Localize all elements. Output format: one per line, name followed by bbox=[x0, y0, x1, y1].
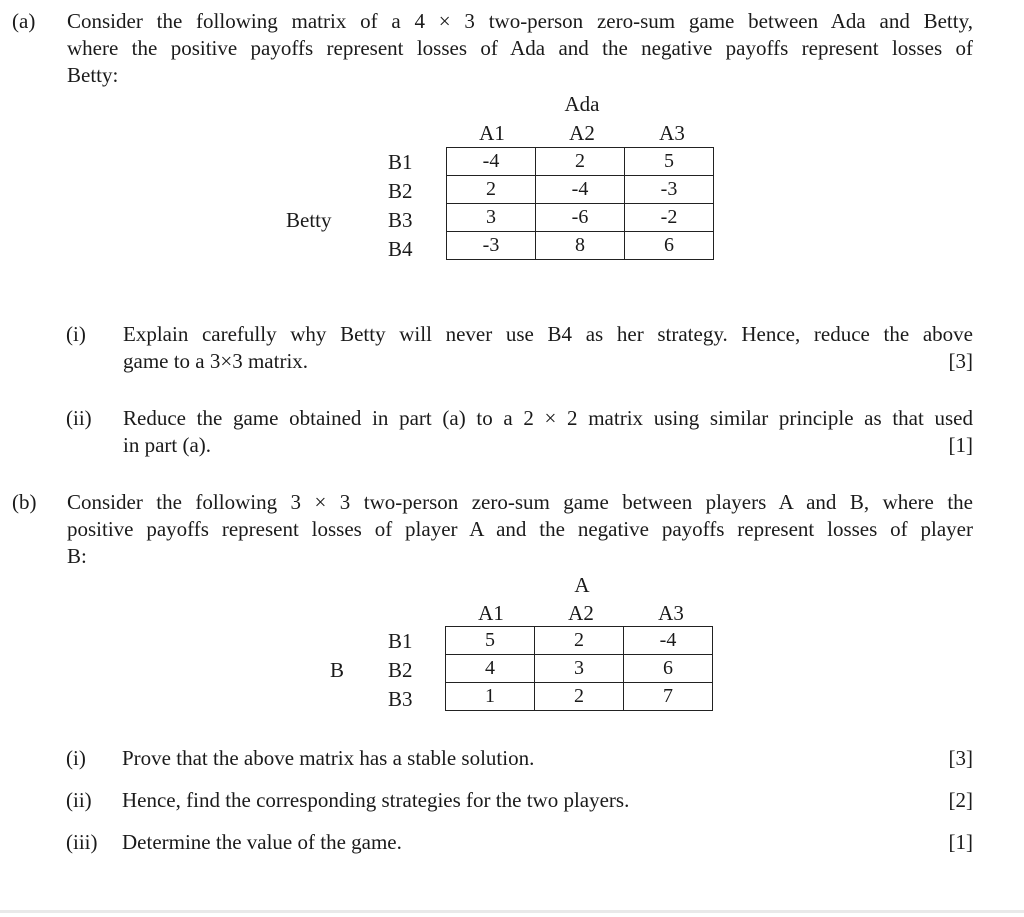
matrix-cell: 7 bbox=[624, 683, 713, 711]
part-b-col-header-a2: A2 bbox=[568, 601, 594, 625]
part-a-question-i-line-2: game to a 3×3 matrix. bbox=[123, 349, 309, 373]
matrix-cell: 1 bbox=[446, 683, 535, 711]
table-row bbox=[446, 627, 713, 655]
part-a-question-ii-line-2: in part (a). bbox=[123, 433, 212, 457]
part-b-intro-line-1: Consider the following 3 × 3 two-person zero-sum game between players A and B, where the bbox=[67, 490, 973, 514]
table-row bbox=[446, 683, 713, 711]
matrix-cell: 3 bbox=[447, 204, 536, 232]
table-row bbox=[447, 148, 714, 176]
part-a-col-header-a1: A1 bbox=[479, 121, 505, 145]
part-a-intro-line-3: Betty: bbox=[67, 63, 119, 87]
matrix-cell: 3 bbox=[535, 655, 624, 683]
matrix-cell: -6 bbox=[536, 204, 625, 232]
part-b-col-header-a3: A3 bbox=[658, 601, 684, 625]
table-row bbox=[447, 204, 714, 232]
table-row bbox=[446, 655, 713, 683]
matrix-cell: 2 bbox=[536, 148, 625, 176]
part-a-question-ii-label: (ii) bbox=[66, 406, 92, 430]
part-b-intro-line-2: positive payoffs represent losses of player A and the negative payoffs represent losses of player bbox=[67, 517, 973, 541]
part-b-label: (b) bbox=[12, 490, 37, 514]
matrix-cell: 2 bbox=[535, 627, 624, 655]
matrix-cell: -4 bbox=[536, 176, 625, 204]
part-a-intro-line-2: where the positive payoffs represent losses of Ada and the negative payoffs represent losses of bbox=[67, 36, 973, 60]
part-a-col-header-a2: A2 bbox=[569, 121, 595, 145]
matrix-cell: -4 bbox=[447, 148, 536, 176]
part-b-question-ii-label: (ii) bbox=[66, 788, 92, 812]
part-b-intro-line-3: B: bbox=[67, 544, 87, 568]
matrix-cell: 5 bbox=[625, 148, 714, 176]
matrix-cell: -4 bbox=[624, 627, 713, 655]
part-a-question-i-label: (i) bbox=[66, 322, 86, 346]
part-a-question-i-marks: [3] bbox=[948, 349, 973, 373]
table-row bbox=[447, 232, 714, 260]
matrix-cell: 6 bbox=[624, 655, 713, 683]
page-bottom-divider bbox=[0, 910, 1024, 913]
part-a-row-header-b2: B2 bbox=[388, 179, 413, 203]
matrix-cell: -3 bbox=[447, 232, 536, 260]
matrix-cell: -3 bbox=[625, 176, 714, 204]
part-a-intro-line-1: Consider the following matrix of a 4 × 3 two-person zero-sum game between Ada and Betty, bbox=[67, 9, 973, 33]
part-b-question-i-text: Prove that the above matrix has a stable solution. bbox=[122, 746, 535, 770]
matrix-cell: 2 bbox=[447, 176, 536, 204]
part-b-col-header-a1: A1 bbox=[478, 601, 504, 625]
part-a-payoff-matrix bbox=[446, 147, 714, 260]
part-b-question-ii-text: Hence, find the corresponding strategies for the two players. bbox=[122, 788, 630, 812]
part-a-question-ii-marks: [1] bbox=[948, 433, 973, 457]
part-a-row-header-b3: B3 bbox=[388, 208, 413, 232]
part-a-column-player: Ada bbox=[564, 92, 600, 116]
part-b-row-header-b2: B2 bbox=[388, 658, 413, 682]
part-a-label: (a) bbox=[12, 9, 36, 33]
table-row bbox=[447, 176, 714, 204]
part-b-row-player: B bbox=[330, 658, 345, 682]
part-b-row-header-b3: B3 bbox=[388, 687, 413, 711]
part-b-column-player: A bbox=[574, 573, 590, 597]
part-a-col-header-a3: A3 bbox=[659, 121, 685, 145]
part-b-payoff-matrix bbox=[445, 626, 713, 711]
part-a-row-header-b4: B4 bbox=[388, 237, 413, 261]
matrix-cell: 2 bbox=[535, 683, 624, 711]
part-a-question-i-line-1: Explain carefully why Betty will never use B4 as her strategy. Hence, reduce the above bbox=[123, 322, 973, 346]
matrix-cell: 8 bbox=[536, 232, 625, 260]
part-b-row-header-b1: B1 bbox=[388, 629, 413, 653]
part-b-question-iii-label: (iii) bbox=[66, 830, 98, 854]
part-b-question-ii-marks: [2] bbox=[948, 788, 973, 812]
part-b-question-iii-marks: [1] bbox=[948, 830, 973, 854]
part-b-question-i-label: (i) bbox=[66, 746, 86, 770]
part-a-row-player: Betty bbox=[286, 208, 332, 232]
matrix-cell: 5 bbox=[446, 627, 535, 655]
part-a-row-header-b1: B1 bbox=[388, 150, 413, 174]
matrix-cell: 6 bbox=[625, 232, 714, 260]
part-b-question-i-marks: [3] bbox=[948, 746, 973, 770]
part-a-question-ii-line-1: Reduce the game obtained in part (a) to a 2 × 2 matrix using similar principle as that used bbox=[123, 406, 973, 430]
part-b-question-iii-text: Determine the value of the game. bbox=[122, 830, 402, 854]
matrix-cell: -2 bbox=[625, 204, 714, 232]
matrix-cell: 4 bbox=[446, 655, 535, 683]
